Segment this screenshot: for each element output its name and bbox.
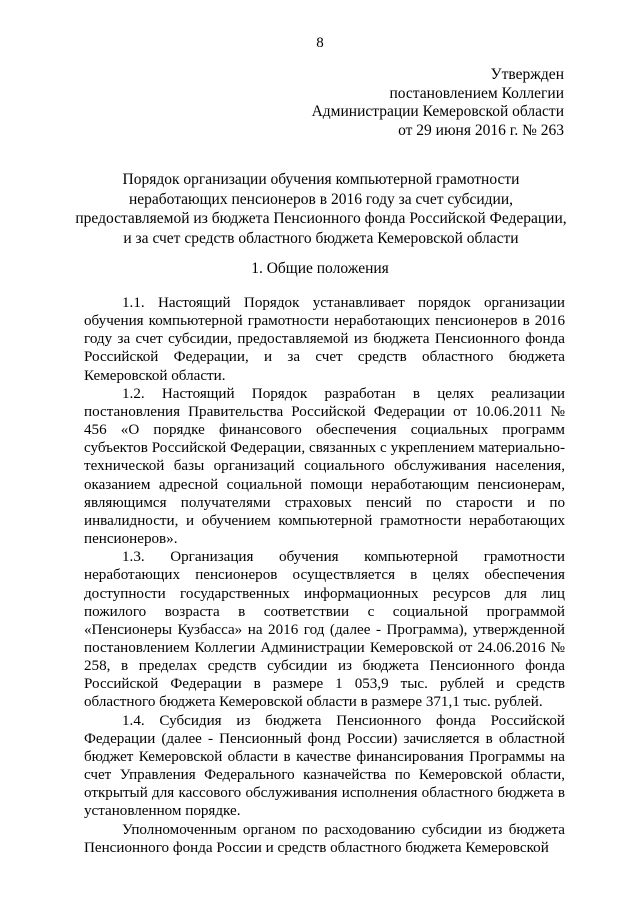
section-heading: 1. Общие положения [251, 260, 389, 277]
paragraph-authorized-body: Уполномоченным органом по расходованию субсидии из бюджета Пенсионного фонда России и средств областного бюджета Кемеровской [84, 821, 565, 856]
paragraph-1-4: 1.4. Субсидия из бюджета Пенсионного фонда Российской Федерации (далее - Пенсионный фонд России) зачисляется в областной бюджет Кемеровской области в качестве финансирования Программы на счет Управления Федерального казначейства по Кемеровской области, открытый для кассового обслуживания исполнения областного бюджета в установленном порядке. [84, 712, 565, 820]
approval-line: Администрации Кемеровской области [311, 103, 564, 120]
approval-line: постановлением Коллегии [389, 84, 564, 102]
approval-line: Утвержден [490, 66, 564, 83]
title-line: неработающих пенсионеров в 2016 году за счет субсидии, [128, 190, 514, 208]
title-line: Порядок организации обучения компьютерной грамотности [122, 171, 520, 188]
body-text [84, 294, 565, 857]
approval-stamp-block [312, 66, 564, 140]
title-line: и за счет средств областного бюджета Кемеровской области [123, 229, 519, 247]
approval-line: от 29 июня 2016 г. № 263 [398, 121, 564, 139]
paragraph-1-3: 1.3. Организация обучения компьютерной грамотности неработающих пенсионеров осуществляется в целях обеспечения доступности государственных информационных ресурсов для лиц пожилого возраста в соответствии с социальной программой «Пенсионеры Кузбасса» на 2016 год (далее - Программа), утвержденной постановлением Коллегии Администрации Кемеровской от 24.06.2016 № 258, в пределах средств субсидии из бюджета Пенсионного фонда Российской Федерации в размере 1 053,9 тыс. рублей и средств областного бюджета Кемеровской области в размере 371,1 тыс. рублей. [84, 549, 565, 711]
paragraph-1-2: 1.2. Настоящий Порядок разработан в целях реализации постановления Правительства Российской Федерации от 10.06.2011 № 456 «О порядке финансового обеспечения социальных программ субъектов Российской Федерации, связанных с укреплением материально-технической базы организаций социального обслуживания населения, оказанием адресной социальной помощи неработающим пенсионерам, являющимся получателями страховых пенсий по старости и по инвалидности, и обучением компьютерной грамотности неработающих пенсионеров». [84, 385, 565, 548]
title-line: предоставляемой из бюджета Пенсионного фонда Российской Федерации, [75, 210, 567, 227]
paragraph-1-1: 1.1. Настоящий Порядок устанавливает порядок организации обучения компьютерной грамотности неработающих пенсионеров в 2016 году за счет субсидии, предоставляемой из бюджета Пенсионного фонда Российской Федерации, и за счет средств областного бюджета Кемеровской области. [84, 295, 565, 384]
document-title [66, 170, 576, 248]
page-number: 8 [316, 35, 324, 51]
